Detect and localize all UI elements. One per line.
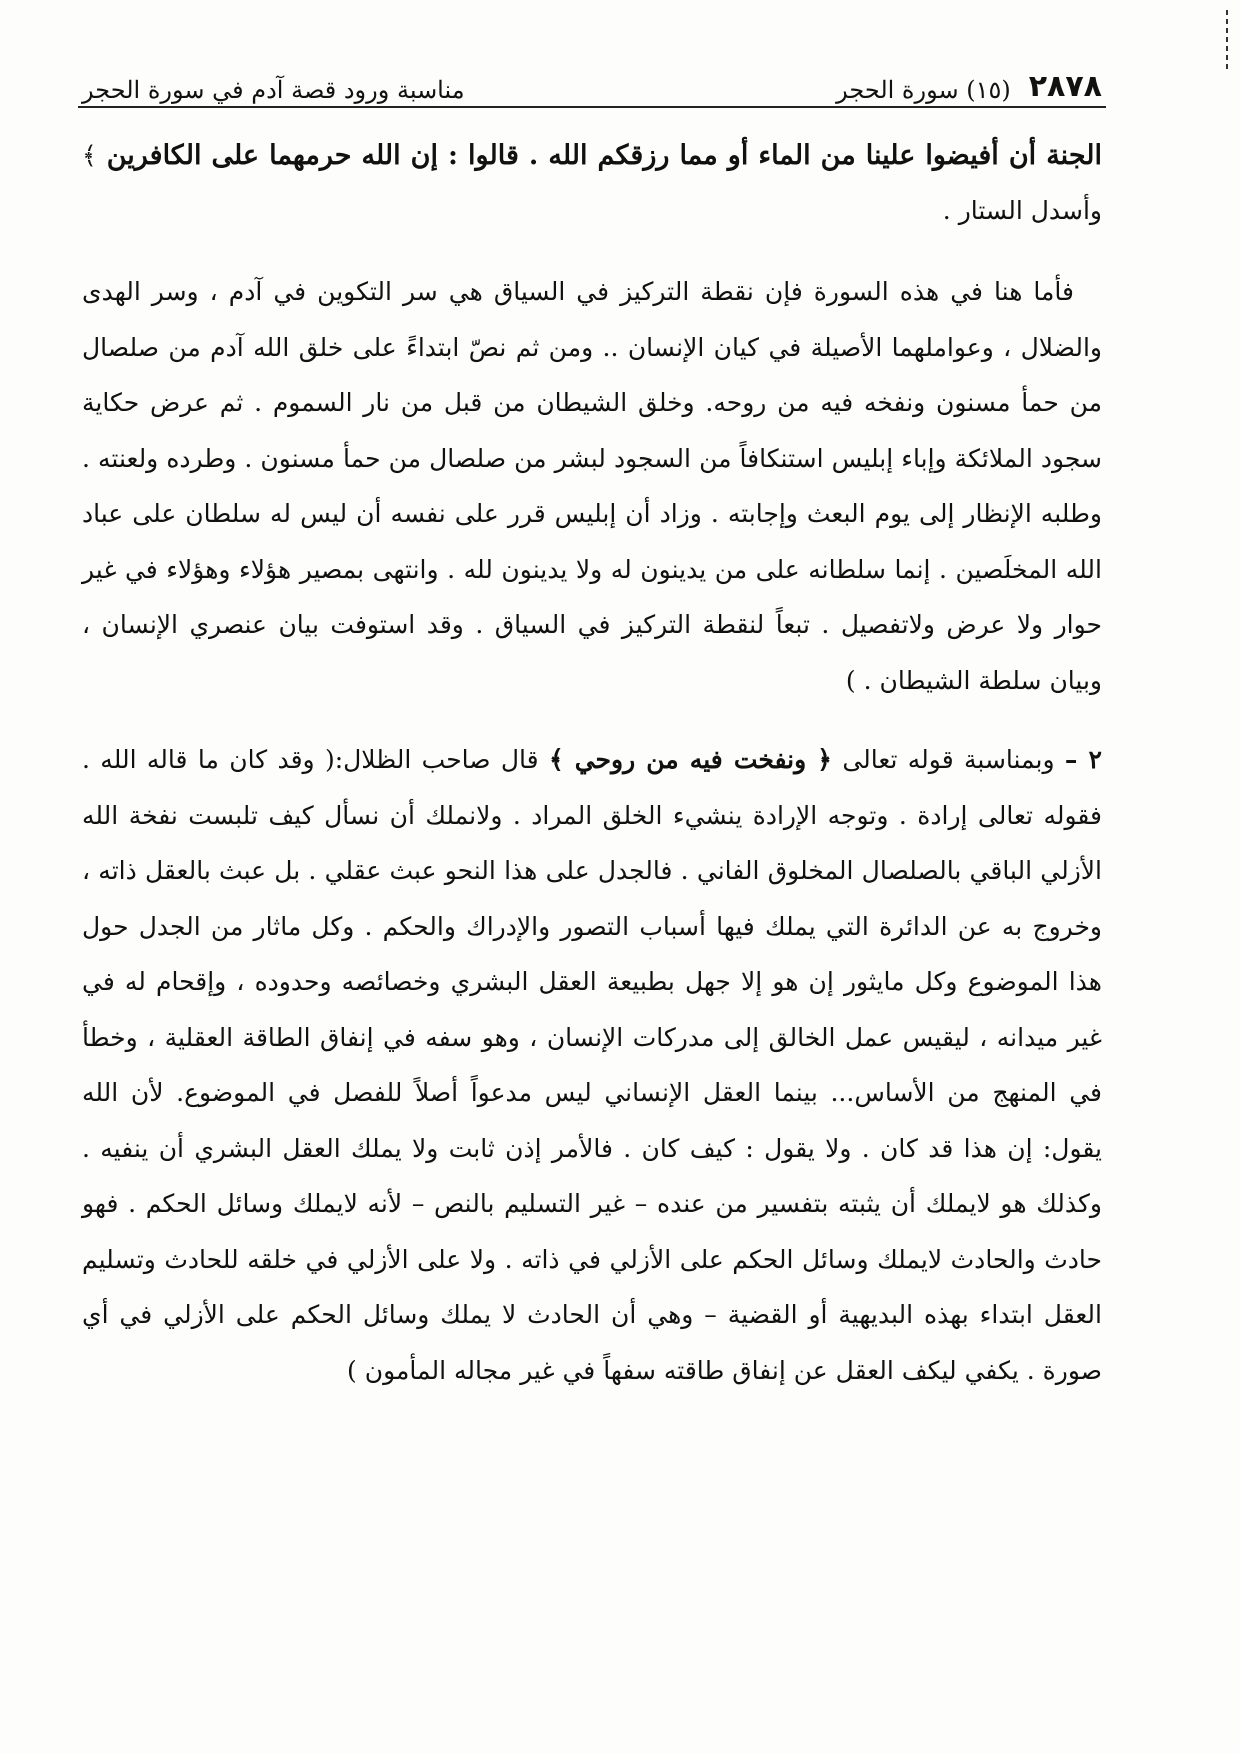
item-number: ٢ – <box>1064 745 1102 774</box>
paragraph-3 <box>82 732 1102 1398</box>
paragraph-3-body: قال صاحب الظلال:( وقد كان ما قاله الله . فقوله تعالى إرادة . وتوجه الإرادة ينشيء الخلق المراد . ولانملك أن نسأل كيف تلبست نفخة الله الأزلي الباقي بالصلصال المخلوق الفاني . فالجدل على هذا النحو عبث عقلي . بل عبث بالعقل ذاته ، وخروج به عن الدائرة التي يملك فيها أسباب التصور والإدراك والحكم . وكل ماثار من الجدل حول هذا الموضوع وكل مايثور إن هو إلا جهل بطبيعة العقل البشري وخصائصه وحدوده ، وإقحام له في غير ميدانه ، ليقيس عمل الخالق إلى مدركات الإنسان ، وهو سفه في إنفاق الطاقة العقلية ، وخطأ في المنهج من الأساس... بينما العقل الإنساني ليس مدعواً أصلاً للفصل في الموضوع. لأن الله يقول: إن هذا قد كان . ولا يقول : كيف كان . فالأمر إذن ثابت ولا يملك العقل البشري أن ينفيه . وكذلك هو لايملك أن يثبته بتفسير من عنده – غير التسليم بالنص – لأنه لايملك وسائل الحكم . فهو حادث والحادث لايملك وسائل الحكم على الأزلي في ذاته . ولا على الأزلي في خلقه للحادث وتسليم العقل ابتداء بهذه البديهية أو القضية – وهي أن الحادث لا يملك وسائل الحكم على الأزلي في أي صورة . يكفي ليكف العقل عن إنفاق طاقته سفهاً في غير مجاله المأمون ) <box>82 745 1102 1385</box>
page-header <box>82 56 1102 104</box>
header-rule <box>78 106 1106 108</box>
paragraph-2: فأما هنا في هذه السورة فإن نقطة التركيز في السياق هي سر التكوين في آدم ، وسر الهدى والضلال ، وعواملهما الأصيلة في كيان الإنسان .. ومن ثم نصّ ابتداءً على خلق الله آدم من صلصال من حمأ مسنون ونفخه فيه من روحه. وخلق الشيطان من قبل من نار السموم . ثم عرض حكاية سجود الملائكة وإباء إبليس استنكافاً من السجود لبشر من صلصال من حمأ مسنون . وطرده ولعنته . وطلبه الإنظار إلى يوم البعث وإجابته . وزاد أن إبليس قرر على نفسه أن ليس له سلطان على عباد الله المخلَصين . إنما سلطانه على من يدينون له ولا يدينون لله . وانتهى بمصير هؤلاء وهؤلاء في غير حوار ولا عرض ولاتفصيل . تبعاً لنقطة التركيز في السياق . وقد استوفت بيان عنصري الإنسان ، وبيان سلطة الشيطان . ) <box>82 277 1102 695</box>
page-edge-mark <box>1226 10 1228 70</box>
surah-reference: (١٥) سورة الحجر <box>836 76 1011 104</box>
quran-quote: ﴿ ونفخت فيه من روحي ﴾ <box>548 745 832 774</box>
page-body <box>82 128 1102 1398</box>
page-number: ٢٨٧٨ <box>1028 69 1102 104</box>
paragraph-3-lead: وبمناسبة قوله تعالى <box>842 745 1055 774</box>
paragraph-1-tail: ﴾ وأسدل الستار . <box>82 141 1102 225</box>
header-right <box>836 69 1102 104</box>
paragraph-1-bold: الجنة أن أفيضوا علينا من الماء أو مما رزقكم الله . قالوا : إن الله حرمهما على الكافرين <box>106 140 1102 171</box>
paragraph-1 <box>82 128 1102 238</box>
running-title: مناسبة ورود قصة آدم في سورة الحجر <box>82 76 465 104</box>
